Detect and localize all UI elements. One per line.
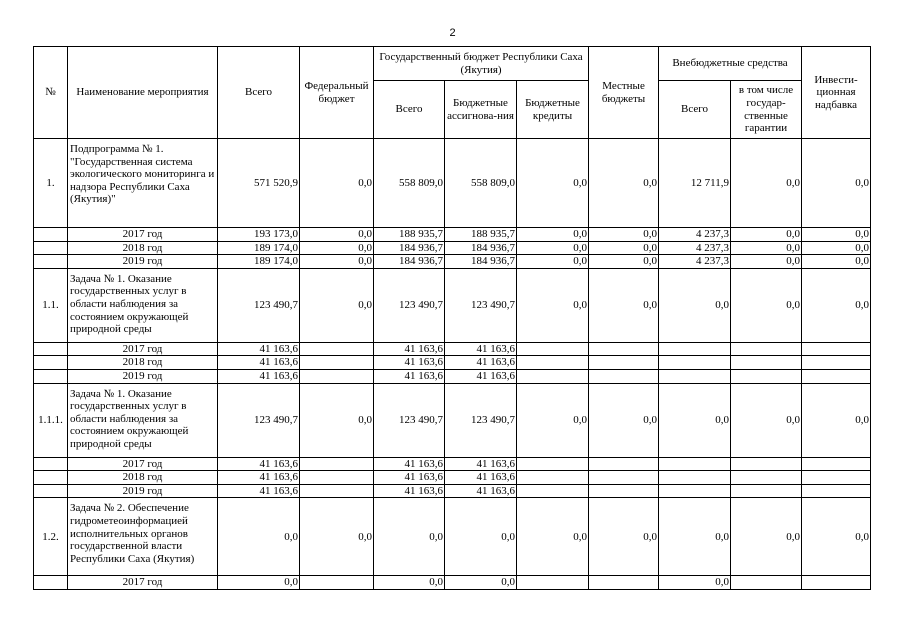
table-body (34, 47, 871, 590)
cell-guarantee (731, 471, 802, 485)
cell-invest (802, 457, 871, 471)
cell-credits: 0,0 (517, 383, 589, 457)
cell-alloc: 184 936,7 (445, 241, 517, 255)
cell-state-total: 41 163,6 (374, 484, 445, 498)
cell-guarantee: 0,0 (731, 228, 802, 242)
cell-credits (517, 342, 589, 356)
cell-total: 41 163,6 (218, 457, 300, 471)
row-number: 1.1.1. (34, 383, 68, 457)
cell-total: 41 163,6 (218, 342, 300, 356)
cell-federal: 0,0 (300, 268, 374, 342)
cell-local (589, 369, 659, 383)
cell-credits (517, 484, 589, 498)
cell-state-total: 188 935,7 (374, 228, 445, 242)
cell-local (589, 576, 659, 590)
cell-guarantee (731, 484, 802, 498)
cell-guarantee: 0,0 (731, 241, 802, 255)
row-number: 1.1. (34, 268, 68, 342)
cell-alloc: 188 935,7 (445, 228, 517, 242)
cell-local: 0,0 (589, 498, 659, 576)
cell-state-total: 184 936,7 (374, 241, 445, 255)
cell-invest (802, 342, 871, 356)
cell-total: 189 174,0 (218, 255, 300, 269)
cell-alloc: 123 490,7 (445, 383, 517, 457)
row-number: 1. (34, 139, 68, 228)
cell-off-total (659, 484, 731, 498)
cell-credits (517, 471, 589, 485)
cell-guarantee (731, 576, 802, 590)
row-number: 1.2. (34, 498, 68, 576)
cell-guarantee: 0,0 (731, 255, 802, 269)
header-federal: Федеральный бюджет (300, 47, 374, 139)
cell-total: 0,0 (218, 576, 300, 590)
cell-credits (517, 356, 589, 370)
cell-alloc: 0,0 (445, 576, 517, 590)
table-row (34, 342, 871, 356)
cell-local: 0,0 (589, 228, 659, 242)
table-row (34, 228, 871, 242)
row-year: 2018 год (68, 241, 218, 255)
cell-invest (802, 471, 871, 485)
cell-off-total: 4 237,3 (659, 228, 731, 242)
header-state-alloc: Бюджетные ассигнова-ния (445, 81, 517, 139)
cell-state-total: 558 809,0 (374, 139, 445, 228)
cell-total: 41 163,6 (218, 356, 300, 370)
cell-state-total: 41 163,6 (374, 457, 445, 471)
cell-alloc: 41 163,6 (445, 471, 517, 485)
cell-off-total (659, 342, 731, 356)
cell-alloc: 41 163,6 (445, 484, 517, 498)
header-off-guarantee: в том числе государ-ственные гарантии (731, 81, 802, 139)
row-number (34, 342, 68, 356)
cell-federal: 0,0 (300, 241, 374, 255)
cell-total: 41 163,6 (218, 369, 300, 383)
cell-alloc: 41 163,6 (445, 356, 517, 370)
cell-guarantee (731, 342, 802, 356)
table-row (34, 369, 871, 383)
budget-table (33, 46, 871, 590)
cell-total: 189 174,0 (218, 241, 300, 255)
row-year: 2019 год (68, 255, 218, 269)
table-row (34, 139, 871, 228)
row-number (34, 369, 68, 383)
cell-state-total: 41 163,6 (374, 342, 445, 356)
row-year: 2017 год (68, 342, 218, 356)
cell-local (589, 342, 659, 356)
cell-local: 0,0 (589, 268, 659, 342)
cell-credits (517, 457, 589, 471)
cell-off-total: 4 237,3 (659, 241, 731, 255)
cell-total: 193 173,0 (218, 228, 300, 242)
header-name: Наименование мероприятия (68, 47, 218, 139)
cell-guarantee: 0,0 (731, 268, 802, 342)
cell-state-total: 41 163,6 (374, 471, 445, 485)
row-number (34, 228, 68, 242)
header-total: Всего (218, 47, 300, 139)
cell-local: 0,0 (589, 255, 659, 269)
header-offbudget: Внебюджетные средства (659, 47, 802, 81)
cell-total: 571 520,9 (218, 139, 300, 228)
header-state-total: Всего (374, 81, 445, 139)
row-year: 2019 год (68, 484, 218, 498)
cell-federal (300, 576, 374, 590)
cell-total: 0,0 (218, 498, 300, 576)
cell-credits: 0,0 (517, 139, 589, 228)
cell-guarantee: 0,0 (731, 383, 802, 457)
cell-local: 0,0 (589, 383, 659, 457)
cell-federal: 0,0 (300, 228, 374, 242)
cell-federal (300, 356, 374, 370)
header-state-budget: Государственный бюджет Республики Саха (Якутия) (374, 47, 589, 81)
cell-invest (802, 576, 871, 590)
cell-guarantee: 0,0 (731, 139, 802, 228)
row-year: 2017 год (68, 576, 218, 590)
cell-local (589, 471, 659, 485)
row-number (34, 484, 68, 498)
table-row (34, 576, 871, 590)
row-name: Задача № 1. Оказание государственных услуг в области наблюдения за состоянием окружающей природной среды (68, 268, 218, 342)
cell-total: 41 163,6 (218, 484, 300, 498)
table-row (34, 255, 871, 269)
cell-off-total: 0,0 (659, 383, 731, 457)
cell-federal (300, 484, 374, 498)
header-off-total: Всего (659, 81, 731, 139)
row-year: 2017 год (68, 457, 218, 471)
row-number (34, 457, 68, 471)
cell-off-total (659, 369, 731, 383)
cell-invest: 0,0 (802, 255, 871, 269)
cell-invest: 0,0 (802, 241, 871, 255)
row-number (34, 241, 68, 255)
cell-total: 41 163,6 (218, 471, 300, 485)
cell-off-total (659, 457, 731, 471)
cell-invest: 0,0 (802, 498, 871, 576)
cell-credits: 0,0 (517, 241, 589, 255)
cell-local: 0,0 (589, 241, 659, 255)
cell-local (589, 484, 659, 498)
cell-guarantee: 0,0 (731, 498, 802, 576)
table-row (34, 383, 871, 457)
row-number (34, 356, 68, 370)
header-local: Местные бюджеты (589, 47, 659, 139)
cell-federal: 0,0 (300, 139, 374, 228)
cell-credits (517, 576, 589, 590)
cell-federal (300, 471, 374, 485)
cell-off-total: 0,0 (659, 268, 731, 342)
cell-off-total (659, 356, 731, 370)
cell-credits (517, 369, 589, 383)
row-name: Подпрограмма № 1. "Государственная система экологического мониторинга и надзора Республики Саха (Якутия)" (68, 139, 218, 228)
cell-invest (802, 356, 871, 370)
row-number (34, 471, 68, 485)
cell-federal (300, 342, 374, 356)
header-num: № (34, 47, 68, 139)
cell-guarantee (731, 369, 802, 383)
cell-total: 123 490,7 (218, 268, 300, 342)
cell-state-total: 123 490,7 (374, 383, 445, 457)
cell-off-total: 4 237,3 (659, 255, 731, 269)
cell-invest: 0,0 (802, 383, 871, 457)
page-number: 2 (449, 27, 456, 39)
cell-alloc: 558 809,0 (445, 139, 517, 228)
cell-alloc: 41 163,6 (445, 342, 517, 356)
cell-guarantee (731, 457, 802, 471)
cell-off-total: 0,0 (659, 498, 731, 576)
cell-invest (802, 484, 871, 498)
cell-credits: 0,0 (517, 498, 589, 576)
table-row (34, 484, 871, 498)
cell-local (589, 457, 659, 471)
cell-federal: 0,0 (300, 498, 374, 576)
table-row (34, 241, 871, 255)
cell-federal (300, 457, 374, 471)
row-number (34, 255, 68, 269)
cell-off-total: 12 711,9 (659, 139, 731, 228)
cell-state-total: 184 936,7 (374, 255, 445, 269)
cell-invest: 0,0 (802, 139, 871, 228)
table-row (34, 457, 871, 471)
row-year: 2017 год (68, 228, 218, 242)
header-state-credits: Бюджетные кредиты (517, 81, 589, 139)
cell-state-total: 123 490,7 (374, 268, 445, 342)
cell-state-total: 41 163,6 (374, 369, 445, 383)
cell-off-total (659, 471, 731, 485)
cell-credits: 0,0 (517, 255, 589, 269)
cell-alloc: 41 163,6 (445, 369, 517, 383)
row-number (34, 576, 68, 590)
cell-state-total: 41 163,6 (374, 356, 445, 370)
row-name: Задача № 2. Обеспечение гидрометеоинформацией исполнительных органов государственной власти Республики Саха (Якутия) (68, 498, 218, 576)
table-row (34, 268, 871, 342)
cell-invest: 0,0 (802, 268, 871, 342)
cell-alloc: 123 490,7 (445, 268, 517, 342)
row-name: Задача № 1. Оказание государственных услуг в области наблюдения за состоянием окружающей природной среды (68, 383, 218, 457)
cell-alloc: 184 936,7 (445, 255, 517, 269)
cell-federal: 0,0 (300, 383, 374, 457)
cell-alloc: 41 163,6 (445, 457, 517, 471)
cell-local (589, 356, 659, 370)
cell-federal (300, 369, 374, 383)
cell-total: 123 490,7 (218, 383, 300, 457)
row-year: 2018 год (68, 356, 218, 370)
cell-state-total: 0,0 (374, 498, 445, 576)
cell-invest: 0,0 (802, 228, 871, 242)
cell-local: 0,0 (589, 139, 659, 228)
cell-alloc: 0,0 (445, 498, 517, 576)
row-year: 2018 год (68, 471, 218, 485)
cell-federal: 0,0 (300, 255, 374, 269)
cell-invest (802, 369, 871, 383)
header-row-1 (34, 47, 871, 81)
row-year: 2019 год (68, 369, 218, 383)
cell-state-total: 0,0 (374, 576, 445, 590)
cell-credits: 0,0 (517, 268, 589, 342)
cell-guarantee (731, 356, 802, 370)
header-invest: Инвести-ционная надбавка (802, 47, 871, 139)
cell-off-total: 0,0 (659, 576, 731, 590)
table-row (34, 498, 871, 576)
table-row (34, 356, 871, 370)
table-row (34, 471, 871, 485)
cell-credits: 0,0 (517, 228, 589, 242)
